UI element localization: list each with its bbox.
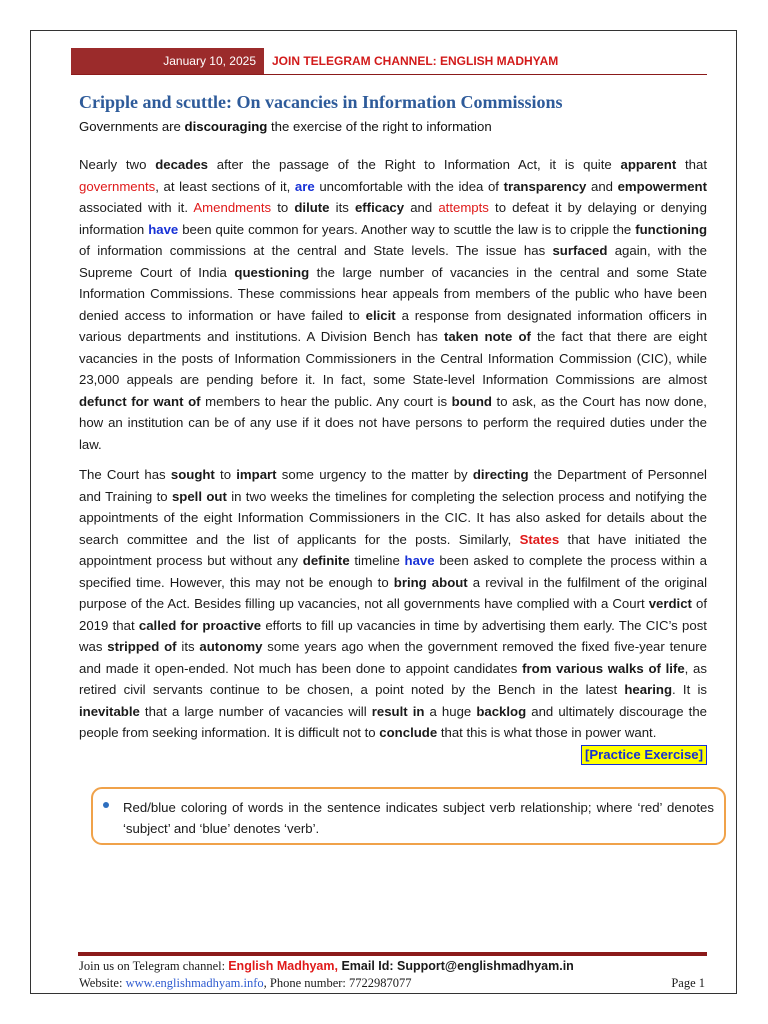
- text-run: backlog: [476, 703, 527, 719]
- text-run: of information commissions at the central and State levels. The issue has: [79, 243, 553, 258]
- article-title: Cripple and scuttle: On vacancies in Information Commissions: [79, 92, 563, 112]
- header-date: January 10, 2025: [71, 48, 264, 74]
- text-run: that this is what those in power want.: [437, 725, 657, 740]
- text-run: in two weeks the timelines for completing the selection process and notifying the appointments of the eight Information Commissioners in the CIC. It has also asked for details about the search committee and the list of applicants for the posts. Similarly,: [79, 488, 708, 547]
- text-run: a response from designated information officers in various departments and institutions. A Division Bench has: [79, 307, 707, 344]
- footer-line-2: [79, 975, 707, 992]
- text-run: elicit: [365, 307, 396, 323]
- text-run: result in: [371, 703, 425, 719]
- text-run: questioning: [234, 264, 310, 280]
- subtitle-bold: discouraging: [184, 119, 268, 134]
- text-run: efforts to fill up vacancies in time by advertising them early. The CIC’s post was: [79, 617, 707, 654]
- footer: [79, 958, 707, 992]
- text-run: a revival in the fulfilment of the original purpose of the Act. Besides filling up vacancies, not all governments have complied with a Court: [79, 574, 707, 611]
- text-run: bound: [451, 393, 492, 409]
- bullet-icon: [103, 802, 109, 808]
- text-run: defunct for want of: [79, 393, 201, 409]
- footer-join-text: Join us on Telegram channel:: [79, 959, 229, 973]
- text-run: have: [404, 553, 435, 568]
- text-run: to ask, as the Court has now done, how an institution can be of any use if it does not have persons to perform the required duties under the law.: [79, 393, 707, 452]
- text-run: that have initiated the appointment process but without any: [79, 531, 707, 568]
- text-run: surfaced: [552, 243, 608, 258]
- page-number: Page 1: [671, 976, 705, 990]
- text-run: to defeat it by delaying or denying information: [79, 200, 707, 237]
- text-run: the Department of Personnel and Training to: [79, 467, 707, 504]
- text-run: functioning: [635, 221, 707, 237]
- subtitle-pre: Governments are: [79, 119, 185, 134]
- footer-website-label: Website:: [79, 976, 126, 990]
- text-run: spell out: [171, 488, 227, 504]
- text-run: hearing: [624, 682, 673, 697]
- text-run: some years ago when the government removed the fixed five-year tenure and made it open-ended. Not much has been done to appoint candidates: [79, 639, 707, 676]
- text-run: empowerment: [617, 178, 707, 194]
- text-run: States: [519, 531, 560, 547]
- text-run: apparent: [620, 157, 677, 172]
- telegram-banner[interactable]: JOIN TELEGRAM CHANNEL: ENGLISH MADHYAM: [272, 54, 559, 68]
- footer-phone: , Phone number: 7722987077: [263, 976, 412, 990]
- text-run: decades: [155, 157, 208, 172]
- text-run: members to hear the public. Any court is: [200, 393, 452, 409]
- text-run: to: [271, 200, 295, 215]
- text-run: transparency: [503, 178, 587, 194]
- text-run: . It is: [672, 682, 708, 697]
- note-text: Red/blue coloring of words in the sentence indicates subject verb relationship; where ‘red’ denotes ‘subject’ and ‘blue’ denotes ‘verb’.: [123, 800, 714, 836]
- text-run: the fact that there are eight vacancies in the posts of Information Commissioners in the Central Information Commission (CIC), while 23,000 appeals are pending before it. In fact, some State-level Information Commissions are almost: [79, 329, 707, 387]
- text-run: and: [586, 178, 618, 194]
- text-run: definite: [302, 553, 350, 568]
- note-box: [91, 787, 726, 845]
- text-run: called for proactive: [138, 617, 262, 633]
- text-run: been quite common for years. Another way to scuttle the law is to cripple the: [178, 221, 636, 237]
- text-run: been asked to complete the process within a specified time. However, this may not be enough to: [79, 553, 707, 590]
- text-run: a huge: [424, 703, 477, 719]
- text-run: dilute: [294, 200, 330, 215]
- text-run: sought: [170, 467, 215, 482]
- text-run: some urgency to the matter by: [276, 467, 473, 482]
- paragraph-2: [79, 464, 708, 762]
- text-run: timeline: [349, 553, 405, 568]
- paragraph-1: [79, 154, 707, 455]
- text-run: again, with the Supreme Court of India: [79, 243, 707, 280]
- text-run: its: [329, 200, 355, 215]
- text-run: are: [294, 178, 315, 194]
- article-subtitle: [79, 119, 719, 134]
- text-run: after the passage of the Right to Information Act, it is quite: [208, 157, 621, 172]
- text-run: of 2019 that: [79, 596, 707, 633]
- footer-line-1: [79, 958, 707, 975]
- text-run: uncomfortable with the idea of: [314, 178, 504, 194]
- text-run: that a large number of vacancies will: [139, 703, 372, 719]
- text-run: the large number of vacancies in the central and some State Information Commissions. These commissions hear appeals from members of the public who have been denied access to information or have failed to: [79, 264, 707, 323]
- subtitle-post: the exercise of the right to information: [267, 119, 492, 134]
- text-run: Nearly two: [79, 157, 156, 172]
- article-body: [79, 154, 707, 765]
- text-run: from various walks of life: [522, 660, 685, 676]
- text-run: directing: [472, 467, 529, 482]
- text-run: taken note of: [443, 329, 531, 344]
- text-run: inevitable: [79, 703, 140, 719]
- text-run: and: [404, 200, 439, 215]
- header-bar: [71, 48, 707, 75]
- text-run: The Court has: [79, 467, 171, 482]
- text-run: autonomy: [199, 639, 263, 654]
- text-run: , at least sections of it,: [155, 178, 295, 194]
- text-run: Amendments: [193, 200, 272, 215]
- text-run: impart: [236, 467, 277, 482]
- practice-exercise-link[interactable]: [Practice Exercise]: [581, 745, 707, 765]
- text-run: conclude: [379, 725, 438, 740]
- footer-website-link[interactable]: www.englishmadhyam.info: [125, 976, 264, 990]
- text-run: , as retired civil servants continue to be chosen, a point noted by the Bench in the latest: [79, 660, 707, 697]
- text-run: its: [176, 639, 200, 654]
- text-run: that: [676, 157, 707, 172]
- text-run: to: [214, 467, 237, 482]
- text-run: governments: [79, 178, 156, 194]
- text-run: stripped of: [107, 639, 177, 654]
- text-run: and ultimately discourage the people from seeking information. It is difficult not to: [79, 703, 707, 740]
- text-run: bring about: [393, 574, 468, 590]
- text-run: have: [148, 221, 179, 237]
- text-run: attempts: [438, 200, 489, 215]
- text-run: verdict: [648, 596, 692, 611]
- footer-channel[interactable]: English Madhyam,: [228, 959, 338, 973]
- footer-divider: [78, 952, 707, 956]
- text-run: associated with it.: [79, 200, 194, 215]
- text-run: efficacy: [354, 200, 405, 215]
- footer-email[interactable]: Email Id: Support@englishmadhyam.in: [337, 959, 574, 973]
